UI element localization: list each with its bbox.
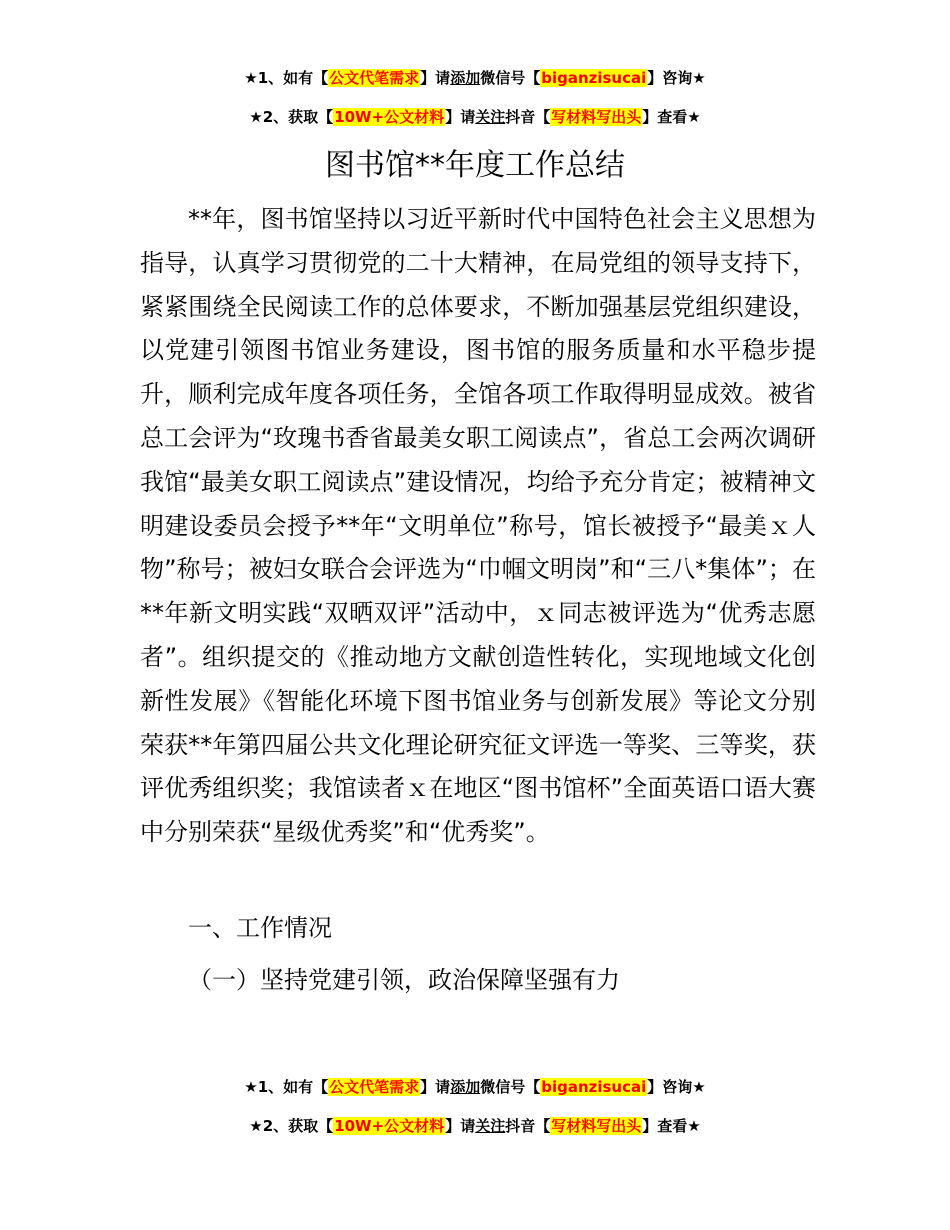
promo-text: 】查看★ [642, 1117, 701, 1135]
promo-bottom-line-1 [0, 1077, 950, 1097]
promo-text: 】查看★ [642, 108, 701, 126]
promo-text: ★2、获取【 [249, 1117, 334, 1135]
promo-text: 】请 [445, 1117, 476, 1135]
document-title: 图书馆**年度工作总结 [325, 148, 625, 183]
promo-top-line-2 [0, 107, 950, 127]
promo-text: 微信号【 [480, 69, 541, 87]
promo-douyin-id: 写材料写出头 [551, 1117, 642, 1135]
promo-wechat-id: biganzisucai [541, 1078, 647, 1096]
promo-highlight: 10W+公文材料 [334, 1117, 445, 1135]
promo-text: ★1、如有【 [244, 1078, 329, 1096]
promo-text: 】请 [445, 108, 476, 126]
promo-text: 】咨询★ [647, 1078, 706, 1096]
promo-text: ★1、如有【 [244, 69, 329, 87]
promo-underline: 关注 [475, 1117, 506, 1135]
section-heading: 一、工作情况 [188, 914, 332, 942]
promo-text: 微信号【 [480, 1078, 541, 1096]
body-paragraph: **年，图书馆坚持以习近平新时代中国特色社会主义思想为指导，认真学习贯彻党的二十大精神，在局党组的领导支持下，紧紧围绕全民阅读工作的总体要求，不断加强基层党组织建设，以党建引领图书馆业务建设，图书馆的服务质量和水平稳步提升，顺利完成年度各项任务，全馆各项工作取得明显成效。被省总工会评为“玫瑰书香省最美女职工阅读点”，省总工会两次调研我馆“最美女职工阅读点”建设情况，均给予充分肯定；被精神文明建设委员会授予**年“文明单位”称号，馆长被授予“最美ｘ人物”称号；被妇女联合会评选为“巾帼文明岗”和“三八*集体”；在**年新文明实践“双晒双评”活动中，ｘ同志被评选为“优秀志愿者”。组织提交的《推动地方文献创造性转化，实现地域文化创新性发展》《智能化环境下图书馆业务与创新发展》等论文分别荣获**年第四届公共文化理论研究征文评选一等奖、三等奖，获评优秀组织奖；我馆读者ｘ在地区“图书馆杯”全面英语口语大赛中分别荣获“星级优秀奖”和“优秀奖”。 [140, 205, 816, 847]
promo-top-line-1 [0, 68, 950, 88]
promo-highlight: 10W+公文材料 [334, 108, 445, 126]
promo-bottom-line-2 [0, 1116, 950, 1136]
promo-text: ★2、获取【 [249, 108, 334, 126]
promo-text: 】请 [420, 69, 451, 87]
promo-text: 】请 [420, 1078, 451, 1096]
promo-highlight: 公文代笔需求 [329, 1078, 420, 1096]
promo-text: 】咨询★ [647, 69, 706, 87]
promo-highlight: 公文代笔需求 [329, 69, 420, 87]
promo-underline: 添加 [450, 69, 481, 87]
promo-douyin-id: 写材料写出头 [551, 108, 642, 126]
promo-text: 抖音【 [505, 1117, 551, 1135]
promo-text: 抖音【 [505, 108, 551, 126]
promo-underline: 关注 [475, 108, 506, 126]
subsection-heading: （一）坚持党建引领，政治保障坚强有力 [188, 966, 620, 994]
promo-wechat-id: biganzisucai [541, 69, 647, 87]
promo-underline: 添加 [450, 1078, 481, 1096]
